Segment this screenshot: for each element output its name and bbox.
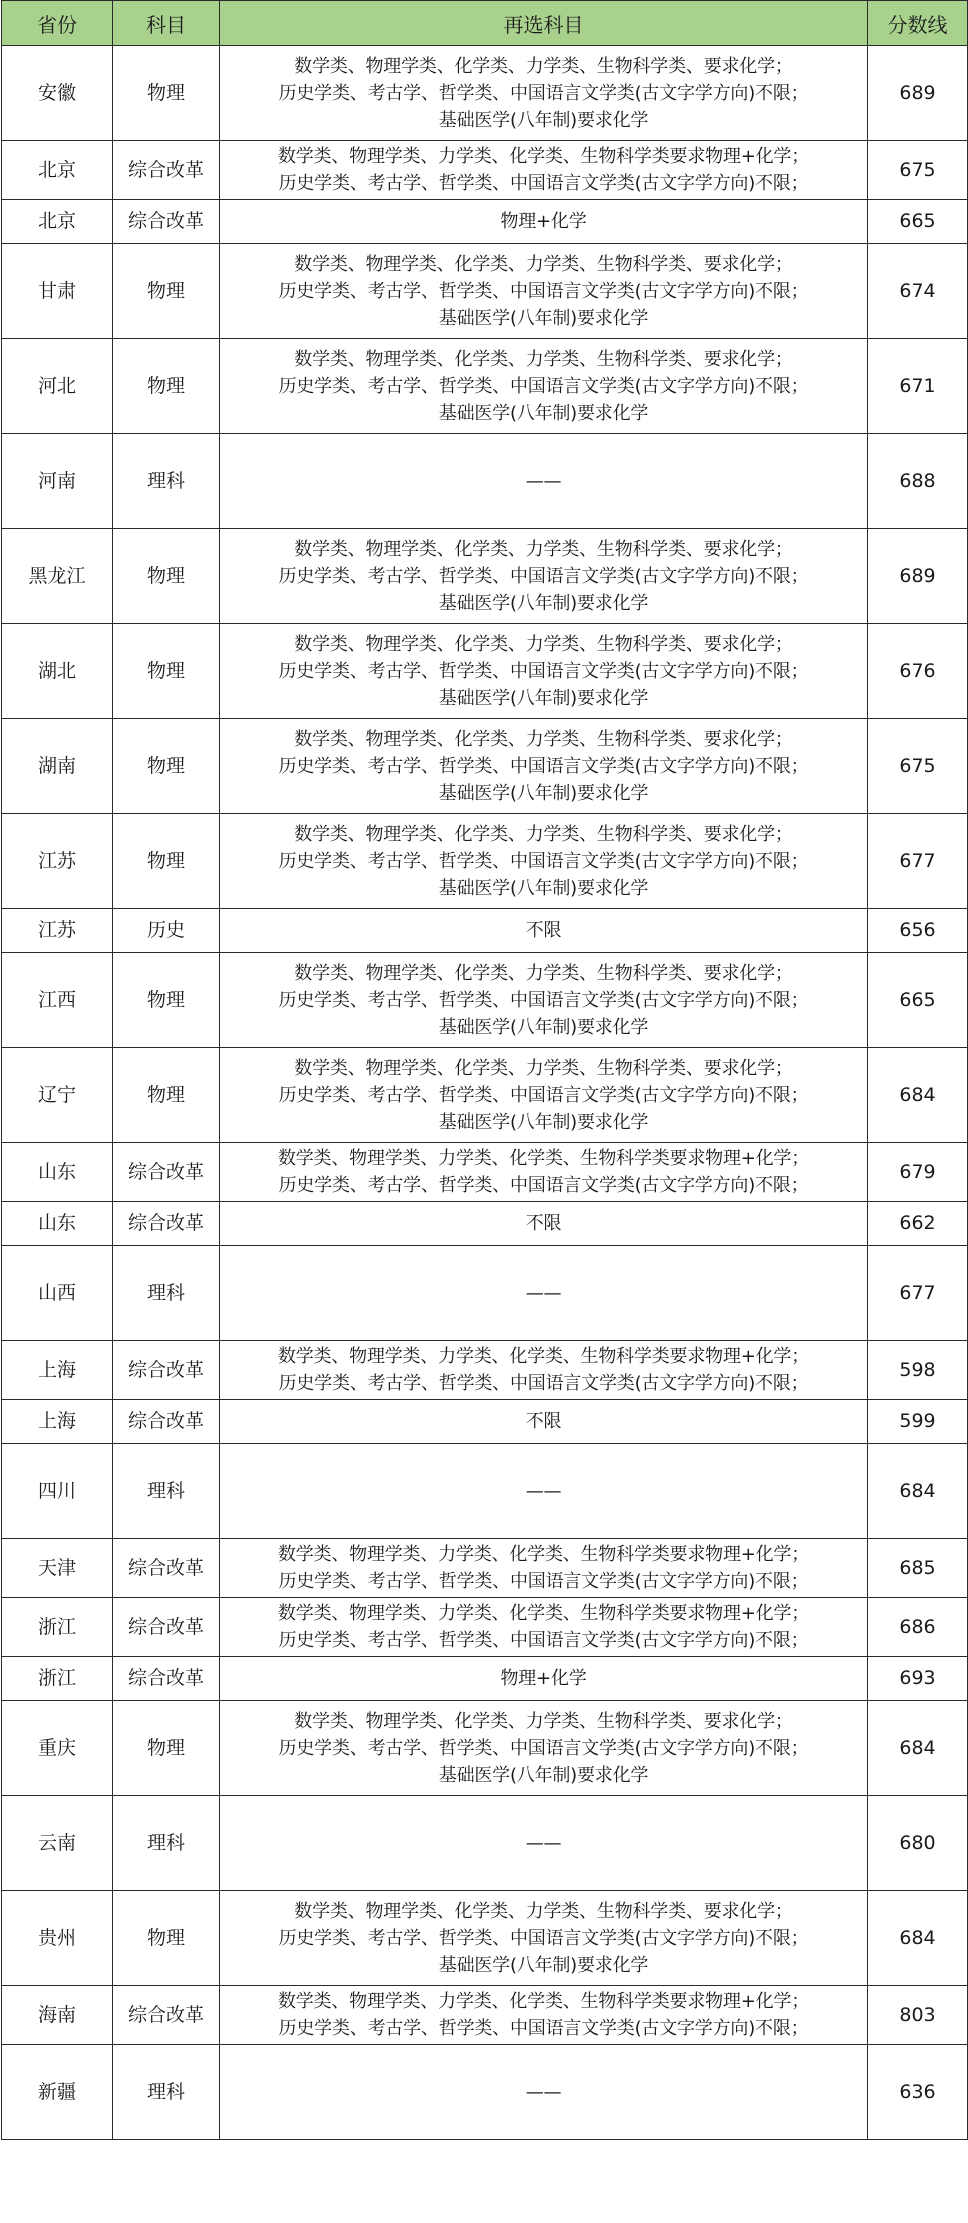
subject-cell: 综合改革 <box>113 1657 220 1701</box>
subject-cell: 物理 <box>113 529 220 624</box>
requirement-line: 数学类、物理学类、化学类、力学类、生物科学类、要求化学； <box>294 253 793 275</box>
score-cell: 684 <box>868 1701 968 1796</box>
table-row <box>2 814 968 909</box>
table-row <box>2 1539 968 1598</box>
table-row <box>2 719 968 814</box>
province-cell: 湖北 <box>2 624 113 719</box>
province-cell: 河南 <box>2 434 113 529</box>
requirement-line: 历史学类、考古学、哲学类、中国语言文学类(古文字学方向)不限； <box>278 1571 809 1592</box>
table-row <box>2 434 968 529</box>
table-row <box>2 1143 968 1202</box>
province-cell: 江苏 <box>2 909 113 953</box>
table-row <box>2 529 968 624</box>
table-row <box>2 1246 968 1341</box>
subject-cell: 物理 <box>113 339 220 434</box>
requirement-line: 基础医学(八年制)要求化学 <box>438 109 649 131</box>
subject-cell: 综合改革 <box>113 1986 220 2045</box>
requirement-line: 数学类、物理学类、化学类、力学类、生物科学类、要求化学； <box>294 55 793 77</box>
requirement-line: 基础医学(八年制)要求化学 <box>438 1016 649 1038</box>
requirement-line: 历史学类、考古学、哲学类、中国语言文学类(古文字学方向)不限； <box>278 1737 809 1759</box>
score-cell: 677 <box>868 1246 968 1341</box>
subject-cell: 物理 <box>113 244 220 339</box>
table-row <box>2 200 968 244</box>
province-cell: 北京 <box>2 200 113 244</box>
requirement-line: 不限 <box>525 1411 562 1432</box>
requirement-line: 数学类、物理学类、化学类、力学类、生物科学类、要求化学； <box>294 1900 793 1922</box>
province-cell: 黑龙江 <box>2 529 113 624</box>
score-cell: 636 <box>868 2045 968 2140</box>
score-cell: 599 <box>868 1400 968 1444</box>
province-cell: 上海 <box>2 1341 113 1400</box>
requirement-line: 数学类、物理学类、化学类、力学类、生物科学类、要求化学； <box>294 823 793 845</box>
requirement-line: 历史学类、考古学、哲学类、中国语言文学类(古文字学方向)不限； <box>278 1630 809 1651</box>
requirement-line: 历史学类、考古学、哲学类、中国语言文学类(古文字学方向)不限； <box>278 755 809 777</box>
subject-cell: 综合改革 <box>113 1400 220 1444</box>
requirement-line: 不限 <box>525 1213 562 1234</box>
subject-cell: 物理 <box>113 953 220 1048</box>
requirement-cell <box>220 1341 868 1400</box>
requirement-line: 基础医学(八年制)要求化学 <box>438 687 649 709</box>
subject-cell: 综合改革 <box>113 1341 220 1400</box>
requirement-line: 数学类、物理学类、化学类、力学类、生物科学类、要求化学； <box>294 962 793 984</box>
requirement-line: 历史学类、考古学、哲学类、中国语言文学类(古文字学方向)不限； <box>278 565 809 587</box>
requirement-line: 历史学类、考古学、哲学类、中国语言文学类(古文字学方向)不限； <box>278 1373 809 1394</box>
subject-cell: 理科 <box>113 1444 220 1539</box>
score-cell: 665 <box>868 953 968 1048</box>
table-row <box>2 1796 968 1891</box>
table-row <box>2 339 968 434</box>
requirement-line: 物理+化学 <box>500 211 587 232</box>
table-row <box>2 1986 968 2045</box>
requirement-line: 基础医学(八年制)要求化学 <box>438 877 649 899</box>
requirement-line: 基础医学(八年制)要求化学 <box>438 592 649 614</box>
subject-cell: 综合改革 <box>113 141 220 200</box>
score-table <box>1 0 968 2140</box>
subject-cell: 物理 <box>113 1701 220 1796</box>
requirement-line: —— <box>525 470 562 492</box>
table-row <box>2 1701 968 1796</box>
requirement-line: 历史学类、考古学、哲学类、中国语言文学类(古文字学方向)不限； <box>278 280 809 302</box>
requirement-line: 历史学类、考古学、哲学类、中国语言文学类(古文字学方向)不限； <box>278 1175 809 1196</box>
subject-cell: 物理 <box>113 46 220 141</box>
subject-cell: 综合改革 <box>113 1202 220 1246</box>
table-row <box>2 141 968 200</box>
province-cell: 山东 <box>2 1202 113 1246</box>
requirement-line: 不限 <box>525 920 562 941</box>
subject-cell: 综合改革 <box>113 1539 220 1598</box>
province-cell: 四川 <box>2 1444 113 1539</box>
requirement-cell <box>220 814 868 909</box>
province-cell: 山东 <box>2 1143 113 1202</box>
table-row <box>2 1048 968 1143</box>
requirement-line: 历史学类、考古学、哲学类、中国语言文学类(古文字学方向)不限； <box>278 660 809 682</box>
requirement-cell <box>220 339 868 434</box>
subject-cell: 理科 <box>113 434 220 529</box>
requirement-line: 数学类、物理学类、力学类、化学类、生物科学类要求物理+化学； <box>277 1346 810 1367</box>
requirement-cell <box>220 529 868 624</box>
requirement-line: 历史学类、考古学、哲学类、中国语言文学类(古文字学方向)不限； <box>278 375 809 397</box>
requirement-line: 历史学类、考古学、哲学类、中国语言文学类(古文字学方向)不限； <box>278 989 809 1011</box>
province-cell: 上海 <box>2 1400 113 1444</box>
subject-cell: 理科 <box>113 1796 220 1891</box>
requirement-cell <box>220 1202 868 1246</box>
requirement-cell <box>220 1444 868 1539</box>
score-cell: 662 <box>868 1202 968 1246</box>
table-row <box>2 1202 968 1246</box>
table-row <box>2 46 968 141</box>
requirement-cell <box>220 1048 868 1143</box>
score-cell: 689 <box>868 46 968 141</box>
score-cell: 665 <box>868 200 968 244</box>
province-cell: 天津 <box>2 1539 113 1598</box>
header-requirement: 再选科目 <box>220 1 868 46</box>
requirement-line: 历史学类、考古学、哲学类、中国语言文学类(古文字学方向)不限； <box>278 2018 809 2039</box>
requirement-line: 历史学类、考古学、哲学类、中国语言文学类(古文字学方向)不限； <box>278 82 809 104</box>
score-cell: 680 <box>868 1796 968 1891</box>
table-row <box>2 1598 968 1657</box>
province-cell: 浙江 <box>2 1598 113 1657</box>
table-row <box>2 244 968 339</box>
requirement-cell <box>220 1986 868 2045</box>
requirement-line: 数学类、物理学类、化学类、力学类、生物科学类、要求化学； <box>294 728 793 750</box>
header-province: 省份 <box>2 1 113 46</box>
table-row <box>2 1444 968 1539</box>
score-cell: 656 <box>868 909 968 953</box>
province-cell: 北京 <box>2 141 113 200</box>
subject-cell: 物理 <box>113 1891 220 1986</box>
province-cell: 山西 <box>2 1246 113 1341</box>
score-cell: 679 <box>868 1143 968 1202</box>
requirement-cell <box>220 244 868 339</box>
score-cell: 803 <box>868 1986 968 2045</box>
subject-cell: 理科 <box>113 1246 220 1341</box>
requirement-cell <box>220 1796 868 1891</box>
score-cell: 684 <box>868 1048 968 1143</box>
requirement-line: 历史学类、考古学、哲学类、中国语言文学类(古文字学方向)不限； <box>278 1084 809 1106</box>
requirement-cell <box>220 1539 868 1598</box>
requirement-line: 数学类、物理学类、化学类、力学类、生物科学类、要求化学； <box>294 633 793 655</box>
subject-cell: 综合改革 <box>113 200 220 244</box>
score-cell: 684 <box>868 1891 968 1986</box>
province-cell: 江西 <box>2 953 113 1048</box>
requirement-cell <box>220 1701 868 1796</box>
subject-cell: 物理 <box>113 719 220 814</box>
table-row <box>2 1341 968 1400</box>
requirement-cell <box>220 1891 868 1986</box>
table-row <box>2 2045 968 2140</box>
table-row <box>2 1400 968 1444</box>
requirement-line: 数学类、物理学类、力学类、化学类、生物科学类要求物理+化学； <box>277 1544 810 1565</box>
subject-cell: 综合改革 <box>113 1598 220 1657</box>
requirement-line: 基础医学(八年制)要求化学 <box>438 1111 649 1133</box>
province-cell: 江苏 <box>2 814 113 909</box>
score-cell: 676 <box>868 624 968 719</box>
province-cell: 河北 <box>2 339 113 434</box>
requirement-line: 基础医学(八年制)要求化学 <box>438 307 649 329</box>
score-cell: 686 <box>868 1598 968 1657</box>
requirement-cell <box>220 1143 868 1202</box>
score-cell: 674 <box>868 244 968 339</box>
requirement-line: —— <box>525 1282 562 1304</box>
requirement-line: 历史学类、考古学、哲学类、中国语言文学类(古文字学方向)不限； <box>278 173 809 194</box>
province-cell: 海南 <box>2 1986 113 2045</box>
subject-cell: 历史 <box>113 909 220 953</box>
requirement-line: 物理+化学 <box>500 1668 587 1689</box>
score-cell: 671 <box>868 339 968 434</box>
province-cell: 贵州 <box>2 1891 113 1986</box>
requirement-line: 数学类、物理学类、化学类、力学类、生物科学类、要求化学； <box>294 348 793 370</box>
requirement-cell <box>220 434 868 529</box>
subject-cell: 物理 <box>113 624 220 719</box>
table-row <box>2 624 968 719</box>
requirement-line: 基础医学(八年制)要求化学 <box>438 782 649 804</box>
requirement-line: —— <box>525 1832 562 1854</box>
requirement-line: —— <box>525 1480 562 1502</box>
province-cell: 甘肃 <box>2 244 113 339</box>
table-body <box>2 46 968 2140</box>
province-cell: 新疆 <box>2 2045 113 2140</box>
score-cell: 685 <box>868 1539 968 1598</box>
header-row <box>2 1 968 46</box>
subject-cell: 物理 <box>113 814 220 909</box>
requirement-cell <box>220 1598 868 1657</box>
requirement-cell <box>220 909 868 953</box>
table-row <box>2 953 968 1048</box>
score-cell: 677 <box>868 814 968 909</box>
requirement-line: 数学类、物理学类、力学类、化学类、生物科学类要求物理+化学； <box>277 1991 810 2012</box>
requirement-line: 历史学类、考古学、哲学类、中国语言文学类(古文字学方向)不限； <box>278 850 809 872</box>
province-cell: 重庆 <box>2 1701 113 1796</box>
table-row <box>2 1891 968 1986</box>
requirement-line: 历史学类、考古学、哲学类、中国语言文学类(古文字学方向)不限； <box>278 1927 809 1949</box>
province-cell: 云南 <box>2 1796 113 1891</box>
requirement-line: 数学类、物理学类、力学类、化学类、生物科学类要求物理+化学； <box>277 1603 810 1624</box>
score-cell: 689 <box>868 529 968 624</box>
requirement-line: 数学类、物理学类、化学类、力学类、生物科学类、要求化学； <box>294 538 793 560</box>
score-cell: 598 <box>868 1341 968 1400</box>
requirement-cell <box>220 200 868 244</box>
score-cell: 684 <box>868 1444 968 1539</box>
province-cell: 浙江 <box>2 1657 113 1701</box>
requirement-cell <box>220 719 868 814</box>
requirement-cell <box>220 141 868 200</box>
score-cell: 693 <box>868 1657 968 1701</box>
requirement-line: 数学类、物理学类、化学类、力学类、生物科学类、要求化学； <box>294 1710 793 1732</box>
table-row <box>2 909 968 953</box>
score-cell: 675 <box>868 719 968 814</box>
requirement-cell <box>220 1400 868 1444</box>
requirement-line: 基础医学(八年制)要求化学 <box>438 402 649 424</box>
province-cell: 辽宁 <box>2 1048 113 1143</box>
requirement-line: 数学类、物理学类、力学类、化学类、生物科学类要求物理+化学； <box>277 1148 810 1169</box>
province-cell: 湖南 <box>2 719 113 814</box>
score-cell: 688 <box>868 434 968 529</box>
requirement-line: 数学类、物理学类、力学类、化学类、生物科学类要求物理+化学； <box>277 146 810 167</box>
requirement-cell <box>220 1657 868 1701</box>
requirement-cell <box>220 46 868 141</box>
requirement-line: —— <box>525 2081 562 2103</box>
requirement-cell <box>220 953 868 1048</box>
requirement-line: 基础医学(八年制)要求化学 <box>438 1954 649 1976</box>
requirement-cell <box>220 624 868 719</box>
requirement-cell <box>220 1246 868 1341</box>
subject-cell: 理科 <box>113 2045 220 2140</box>
table-row <box>2 1657 968 1701</box>
header-score: 分数线 <box>868 1 968 46</box>
requirement-line: 基础医学(八年制)要求化学 <box>438 1764 649 1786</box>
province-cell: 安徽 <box>2 46 113 141</box>
requirement-cell <box>220 2045 868 2140</box>
subject-cell: 综合改革 <box>113 1143 220 1202</box>
score-cell: 675 <box>868 141 968 200</box>
requirement-line: 数学类、物理学类、化学类、力学类、生物科学类、要求化学； <box>294 1057 793 1079</box>
subject-cell: 物理 <box>113 1048 220 1143</box>
header-subject: 科目 <box>113 1 220 46</box>
